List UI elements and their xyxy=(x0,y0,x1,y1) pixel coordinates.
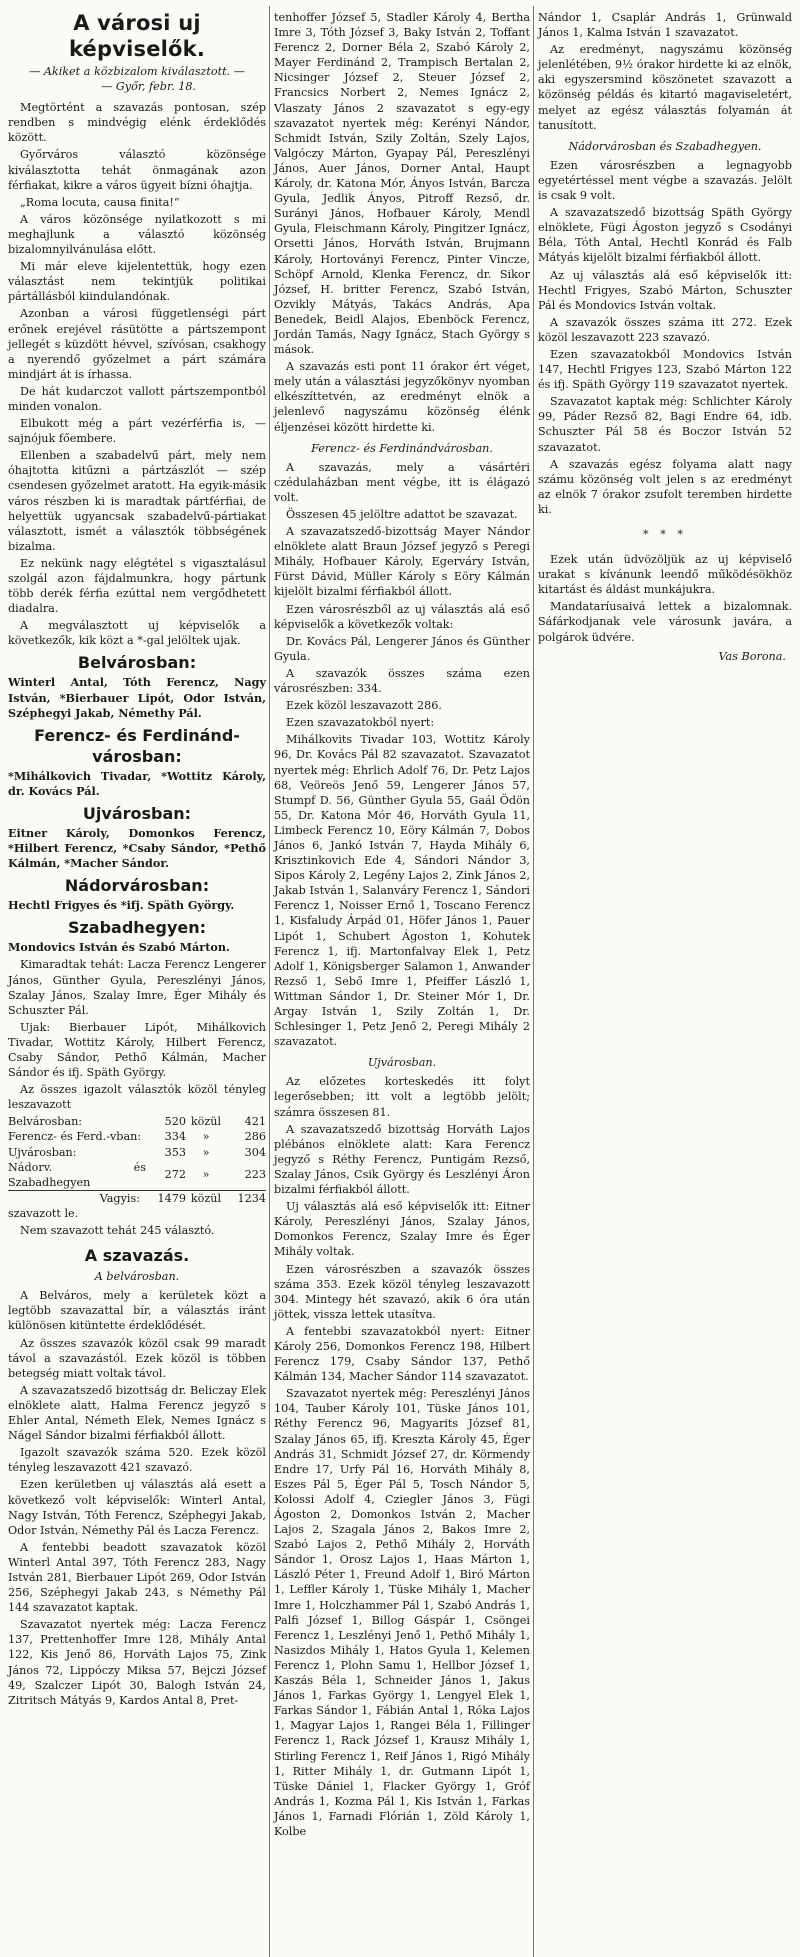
results-voted: 286 xyxy=(244,1130,266,1144)
column-rule xyxy=(533,6,534,1957)
paragraph: Szavazatot nyertek még: Lacza Ferencz 137, Prettenhoffer Imre 128, Mihály Antal 122, Kis Jenő 86, Horváth Lajos 75, Zink János 72, Lippóczy Miksa 57, Bejczi József 49, Szalczer Lipót 30, Balogh István 24, Zitritsch Mátyás 9, Kardos Antal 8, Pret- xyxy=(8,1618,266,1707)
paragraph: „Roma locuta, causa finita!“ xyxy=(20,195,180,209)
district-heading: Nádorvárosban: xyxy=(64,876,210,896)
subsection-title: Ujvárosban. xyxy=(367,1056,437,1070)
paragraph: A szavazatszedő bizottság Horváth Lajos plébános elnöklete alatt: Kara Ferencz jegyző s Réthy Ferencz, Puntigám Rezső, Szalay János, Csik György és Leszlényi Áron bizalmi férfiakból állott. xyxy=(274,1122,530,1197)
paragraph: Ezen városrészből az uj választás alá eső képviselők a következők voltak: xyxy=(274,602,530,631)
article-title: A városi uj képviselők. xyxy=(68,11,206,61)
paragraph: Elbukott még a párt vezérférfia is, — sajnójuk főembere. xyxy=(8,417,266,446)
paragraph: Dr. Kovács Pál, Lengerer János és Günther Gyula. xyxy=(274,634,530,663)
paragraph: Ezen városrészben a szavazók összes száma 353. Ezek közöl tényleg leszavazott 304. Mintegy hét szavazó, akik 6 óra után jöttek, vissza lettek utasítva. xyxy=(274,1262,530,1321)
paragraph: Nem szavazott tehát 245 választó. xyxy=(20,1224,215,1237)
subsection-title: A belvárosban. xyxy=(94,1270,180,1284)
paragraph: Az összes igazolt választók közöl tényleg leszavazott xyxy=(8,1083,266,1112)
table-row xyxy=(8,1160,266,1191)
subsection-title: Nádorvárosban és Szabadhegyen. xyxy=(568,139,762,153)
results-table xyxy=(8,1114,266,1206)
results-total: 520 xyxy=(164,1115,186,1129)
column-1 xyxy=(8,10,266,1710)
paragraph: Összesen 45 jelöltre adattot be szavazat. xyxy=(286,508,518,521)
paragraph: Mi már eleve kijelentettük, hogy ezen választást nem tekintjük politikai pártállásból kiindulandónak. xyxy=(8,260,266,304)
results-place: Belvárosban: xyxy=(8,1115,83,1129)
paragraph: szavazott le. xyxy=(8,1206,79,1220)
paragraph: Ellenben a szabadelvű párt, mely nem óhajtotta kitűzni a pártzászlót — szép csendesen győzelmet aratott. Ha egyik-másik város részben ki is maradtak pártférfiai, de helyettük ugyancsak szabadelvű-pártiakat választott, ismét a választók többségének bizalma. xyxy=(8,449,266,553)
paragraph: Igazolt szavazók száma 520. Ezek közöl tényleg leszavazott 421 szavazó. xyxy=(8,1446,266,1475)
paragraph: Ezek közöl leszavazott 286. xyxy=(286,699,442,713)
paragraph: Ezen kerületben uj választás alá esett a következő volt képviselők: Winterl Antal, Nagy István, Tóth Ferencz, Széphegyi Jakab, Odor István, Némethy Pál és Lacza Ferencz. xyxy=(8,1478,266,1537)
district-members: Winterl Antal, Tóth Ferencz, Nagy István, *Bierbauer Lipót, Odor István, Széphegyi Jakab, Némethy Pál. xyxy=(8,675,266,720)
paragraph: A szavazatszedő-bizottság Mayer Nándor elnöklete alatt Braun József jegyző s Peregi Mihály, Hofbauer Károly, Egerváry István, Fürst Dávid, Müller Károly s Eöry Kálmán kijelölt bizalmi férfiakból állott. xyxy=(274,525,530,599)
author-signature: Vas Borona. xyxy=(718,649,786,663)
district-heading: Ujvárosban: xyxy=(82,803,192,823)
district-heading: Szabadhegyen: xyxy=(67,918,207,938)
paragraph: A Belváros, mely a kerületek közt a legtöbb szavazattal bír, a választás iránt különösen kitüntette érdeklődését. xyxy=(8,1289,266,1333)
paragraph: A szavazás, mely a vásártéri czédulaházban ment végbe, itt is élágazó volt. xyxy=(274,460,530,504)
paragraph: tenhoffer József 5, Stadler Károly 4, Bertha Imre 3, Tóth József 3, Baky István 2, Toffant Ferencz 2, Dorner Béla 2, Szabó Károly 2, Mayer Ferdinánd 2, Trampisch Bertalan 2, Nicsinger József 2, Steuer József 2, Francsics Norbert 2, Nemes Ignácz 2, Vlaszaty János 2 szavazatot s egy-egy szavazatot nyertek még: Kerényi Nándor, Schmidt István, Szily Zoltán, Szely Lajos, Valgóczy Márton, Gyapay Pál, Pereszlényi János, Auer János, Dorner Antal, Haupt Károly, dr. Katona Mór, Ányos István, Barcza Gyula, Jedlik Ányos, Pitroff Rezső, dr. Surányi János, Hofbauer Károly, Mendl Gyula, Fleischmann Károly, Pingitzer Ignácz, Orsetti János, Horváth István, Brujmann Károly, Hortoványi Ferencz, Pinter Vincze, Schöpf Arnold, Klenka Ferencz, dr. Sikor József, H. britter Ferencz, Szabó István, Ozvikly Mátyás, Takács András, Apa Benedek, Beidl Alajos, Ebenböck Ferencz, Jordán Tamás, Nagy Ignácz, Stach György s mások. xyxy=(274,11,530,357)
table-row-total xyxy=(8,1190,266,1206)
results-kozul: közül xyxy=(186,1190,226,1206)
results-total: 334 xyxy=(164,1130,186,1144)
paragraph: Az eredményt, nagyszámu közönség jelenlétében, 9½ órakor hirdette ki az elnök, aki egyszersmind köszönetet szavazott a közönség példás és kitartó magaviseletért, melyet az egész választás folyamán át tanusított. xyxy=(538,43,792,132)
paragraph: De hát kudarczot vallott pártszempontból minden vonalon. xyxy=(8,384,266,413)
section-title: A szavazás. xyxy=(84,1246,190,1266)
results-total-label: Vagyis: xyxy=(8,1190,146,1206)
results-total: 272 xyxy=(164,1168,186,1182)
paragraph: A szavazók összes száma ezen városrészben: 334. xyxy=(274,666,530,696)
results-kozul: » xyxy=(202,1145,210,1159)
article-subtitle: — Akiket a közbizalom kiválasztott. — xyxy=(29,65,245,78)
column-2 xyxy=(274,10,530,1841)
paragraph: Uj választás alá eső képviselők itt: Eitner Károly, Pereszlényi János, Szalay János, Domonkos Ferencz, Szalay Imre és Éger Mihály voltak. xyxy=(274,1200,530,1259)
paragraph: Ezen szavazatokból nyert: xyxy=(286,716,435,730)
paragraph: Ezek után üdvözöljük az uj képviselő urakat s kívánunk leendő működésökhöz kitartást és áldást munkájukra. xyxy=(538,553,792,597)
paragraph: Szavazatot nyertek még: Pereszlényi János 104, Tauber Károly 101, Tüske János 101, Réthy Ferencz 96, Magyarits József 81, Szalay János 65, ifj. Kreszta Károly 45, Éger András 31, Schmidt József 27, dr. Körmendy Endre 17, Urfy Pál 16, Horváth Mihály 8, Eszes Pál 5, Éger Pál 5, Tosch Nándor 5, Kolossi Adolf 4, Cziegler János 3, Fügi Ágoston 2, Domonkos István 2, Macher Lajos 2, Szagala János 2, Bakos Imre 2, Szabó Lajos 2, Pethő Mihály 2, Horváth Sándor 1, Orosz Lajos 1, Haas Márton 1, László Péter 1, Freund Adolf 1, Biró Márton 1, Leffler Károly 1, Tüske Mihály 1, Macher Imre 1, Holczhammer Pál 1, Szabó András 1, Palfi József 1, Billog Gáspár 1, Csöngei Ferencz 1, Leszlényi Jenő 1, Pethő Mihály 1, Nasizdos Mihály 1, Hatos Gyula 1, Kelemen Ferencz 1, Plohn Samu 1, Hellbor József 1, Kaszás Béla 1, Schneider János 1, Jakus János 1, Farkas György 1, Lengyel Elek 1, Farkas Sándor 1, Fábián Antal 1, Róka Lajos 1, Magyar Lajos 1, Rangei Béla 1, Fillinger Ferencz 1, Rack József 1, Krausz Mihály 1, Stirling Ferencz 1, Reif János 1, Rigó Mihály 1, Ritter Mihály 1, dr. Gutmann Lipót 1, Tüske Dániel 1, Flacker György 1, Gróf András 1, Kozma Pál 1, Kis István 1, Farkas János 1, Farnadi Flórián 1, Zöld Károly 1, Kolbe xyxy=(274,1387,530,1838)
paragraph: A szavazatszedő bizottság dr. Beliczay Elek elnöklete alatt, Halma Ferencz jegyző s Ehler Antal, Németh Elek, Nemes Ignácz s Nágel Sándor bizalmi férfiakból állott. xyxy=(8,1383,266,1443)
paragraph: Az összes szavazók közöl csak 99 maradt távol a szavazástól. Ezek közöl is többen betegség miatt voltak távol. xyxy=(8,1336,266,1380)
column-rule xyxy=(269,6,270,1957)
paragraph: A fentebbi beadott szavazatok közöl Winterl Antal 397, Tóth Ferencz 283, Nagy István 281, Bierbauer Lipót 269, Odor István 256, Széphegyi Jakab 243, s Némethy Pál 144 szavazatot kaptak. xyxy=(8,1540,266,1615)
section-separator: * * * xyxy=(643,528,687,541)
district-members: Hechtl Frigyes és *ifj. Späth György. xyxy=(8,898,235,913)
table-row xyxy=(8,1145,266,1160)
paragraph: A fentebbi szavazatokból nyert: Eitner Károly 256, Domonkos Ferencz 198, Hilbert Ferencz 179, Csaby Sándor 137, Pethő Kálmán 134, Macher Sándor 114 szavazatot. xyxy=(274,1324,530,1384)
results-kozul: » xyxy=(202,1168,210,1182)
subsection-title: Ferencz- és Ferdinándvárosban. xyxy=(311,441,493,455)
district-heading: Belvárosban: xyxy=(77,653,197,673)
paragraph: Ujak: Bierbauer Lipót, Mihálkovich Tivadar, Wottitz Károly, Hilbert Ferencz, Csaby Sándor, Pethő Kálmán, Macher Sándor és ifj. Späth György. xyxy=(8,1020,266,1080)
district-heading: Ferencz- és Ferdinánd-városban: xyxy=(34,725,240,766)
district-members: Eitner Károly, Domonkos Ferencz, *Hilbert Ferencz, *Csaby Sándor, *Pethő Kálmán, *Macher Sándor. xyxy=(8,825,266,871)
dateline: — Győr, febr. 18. xyxy=(101,80,196,94)
results-place: Nádorv. és Szabadhegyen xyxy=(8,1160,146,1189)
results-voted: 1234 xyxy=(226,1190,266,1206)
paragraph: Mihálkovits Tivadar 103, Wottitz Károly 96, Dr. Kovács Pál 82 szavazatot. Szavazatot nyertek még: Ehrlich Adolf 76, Dr. Petz Lajos 68, Veöreös Jenő 59, Lengerer János 57, Stumpf D. 56, Günther Gyula 55, Gaál Ödön 55, Dr. Katona Mór 46, Horváth Gyula 11, Limbeck Ferencz 10, Eöry Kálmán 7, Dobos János 6, Jankó István 7, Hayda Mihály 6, Krisztinkovich Ede 4, Sándori Nándor 3, Sipos Károly 2, Legény Lajos 2, Zink János 2, Jakab István 1, Salanváry Ferencz 1, Sándori Ferencz 1, Noisser Ernő 1, Toscano Ferencz 1, Kisfaludy Árpád 01, Höfer János 1, Pauer Lipót 1, Schubert Ágoston 1, Kohutek Ferencz 1, ifj. Martonfalvay Elek 1, Petz Adolf 1, Königsberger Salamon 1, Anwander Rezső 1, Sebő Imre 1, Pfeiffer László 1, Wittman Sándor 1, Dr. Steiner Mór 1, Dr. Argay István 1, Szily Zoltán 1, Dr. Schlesinger 1, Petz Jenő 2, Peregi Mihály 2 szavazatot. xyxy=(274,733,530,1049)
paragraph: Megtörtént a szavazás pontosan, szép rendben s mindvégig elénk érdeklődés között. xyxy=(8,101,266,145)
district-members: *Mihálkovich Tivadar, *Wottitz Károly, dr. Kovács Pál. xyxy=(8,768,266,798)
paragraph: Ezen szavazatokból Mondovics István 147, Hechtl Frigyes 123, Szabó Márton 122 és ifj. Späth György 119 szavazatot nyertek. xyxy=(538,347,792,392)
district-members: Mondovics István és Szabó Márton. xyxy=(8,940,230,955)
results-voted: 223 xyxy=(244,1168,266,1182)
results-voted: 421 xyxy=(244,1115,266,1129)
results-place: Ujvárosban: xyxy=(8,1145,77,1159)
results-total: 353 xyxy=(164,1145,186,1159)
table-row xyxy=(8,1129,266,1144)
results-total: 1479 xyxy=(146,1190,186,1206)
results-kozul: közül xyxy=(190,1115,222,1129)
paragraph: Ezen városrészben a legnagyobb egyetértéssel ment végbe a szavazás. Jelölt is csak 9 volt. xyxy=(538,158,792,203)
paragraph: Ez nekünk nagy elégtétel s vigasztalásul szolgál azon fájdalmunkra, hogy pártunk több derék férfia ezúttal nem vergődhetett diadalra. xyxy=(8,556,266,616)
paragraph: Mandataríusaivá lettek a bizalomnak. Sáfárkodjanak vele városunk javára, a polgárok üdvére. xyxy=(538,600,792,644)
paragraph: A szavazatszedő bizottság Späth György elnöklete, Fügi Ágoston jegyző s Csodányi Béla, Tóth Antal, Hechtl Konrád és Falb Mátyás kijelölt bizalmi férfiakból állott. xyxy=(538,206,792,265)
results-place: Ferencz- és Ferd.-vban: xyxy=(8,1130,142,1144)
paragraph: Azonban a városi függetlenségi párt erőnek erejével rásütötte a pártszempont jellegét s küzdött hévvel, szívósan, csakhogy a nyerendő győzelmet a párt számára mindjárt át is írhassa. xyxy=(8,307,266,381)
column-3 xyxy=(538,10,792,664)
paragraph: A szavazás esti pont 11 órakor ért véget, mely után a választási jegyzőkönyv nyomban elkészíttetvén, az eredményt elnök a jelenlevő nagyszámu közönség élénk éljenzései között hirdette ki. xyxy=(274,360,530,434)
paragraph: A szavazók összes száma itt 272. Ezek közöl leszavazott 223 szavazó. xyxy=(538,315,792,344)
paragraph: Az uj választás alá eső képviselők itt: Hechtl Frigyes, Szabó Márton, Schuszter Pál és Mondovics István voltak. xyxy=(538,268,792,312)
paragraph: Az előzetes korteskedés itt folyt legerősebben; itt volt a legtöbb jelölt; számra összesen 81. xyxy=(274,1075,530,1119)
results-voted: 304 xyxy=(244,1145,266,1159)
paragraph: Győrváros választó közönsége kiválasztotta tehát önmagának azon férfiakat, kikre a város ügyeit bízni óhajtja. xyxy=(8,148,266,192)
paragraph: Nándor 1, Csaplár András 1, Grünwald János 1, Kalma István 1 szavazatot. xyxy=(538,11,792,40)
paragraph: Szavazatot kaptak még: Schlichter Károly 99, Páder Rezső 82, Bagi Endre 64, idb. Schuszter Pál 58 és Boczor István 52 szavazatot. xyxy=(538,395,792,454)
paragraph: A megválasztott uj képviselők a következők, kik közt a *-gal jelöltek ujak. xyxy=(8,619,266,648)
table-row xyxy=(8,1114,266,1129)
paragraph: Kimaradtak tehát: Lacza Ferencz Lengerer János, Günther Gyula, Pereszlényi János, Szalay János, Szalay Imre, Éger Mihály és Schuszter Pál. xyxy=(8,958,266,1017)
paragraph: A szavazás egész folyama alatt nagy számu közönség volt jelen s az eredményt az elnök 7 órakor zsufolt teremben hirdette ki. xyxy=(538,457,792,516)
paragraph: A város közönsége nyilatkozott s mi meghajlunk a választó közönség bizalomnyilvánulása előtt. xyxy=(8,212,266,257)
results-kozul: » xyxy=(202,1130,210,1144)
